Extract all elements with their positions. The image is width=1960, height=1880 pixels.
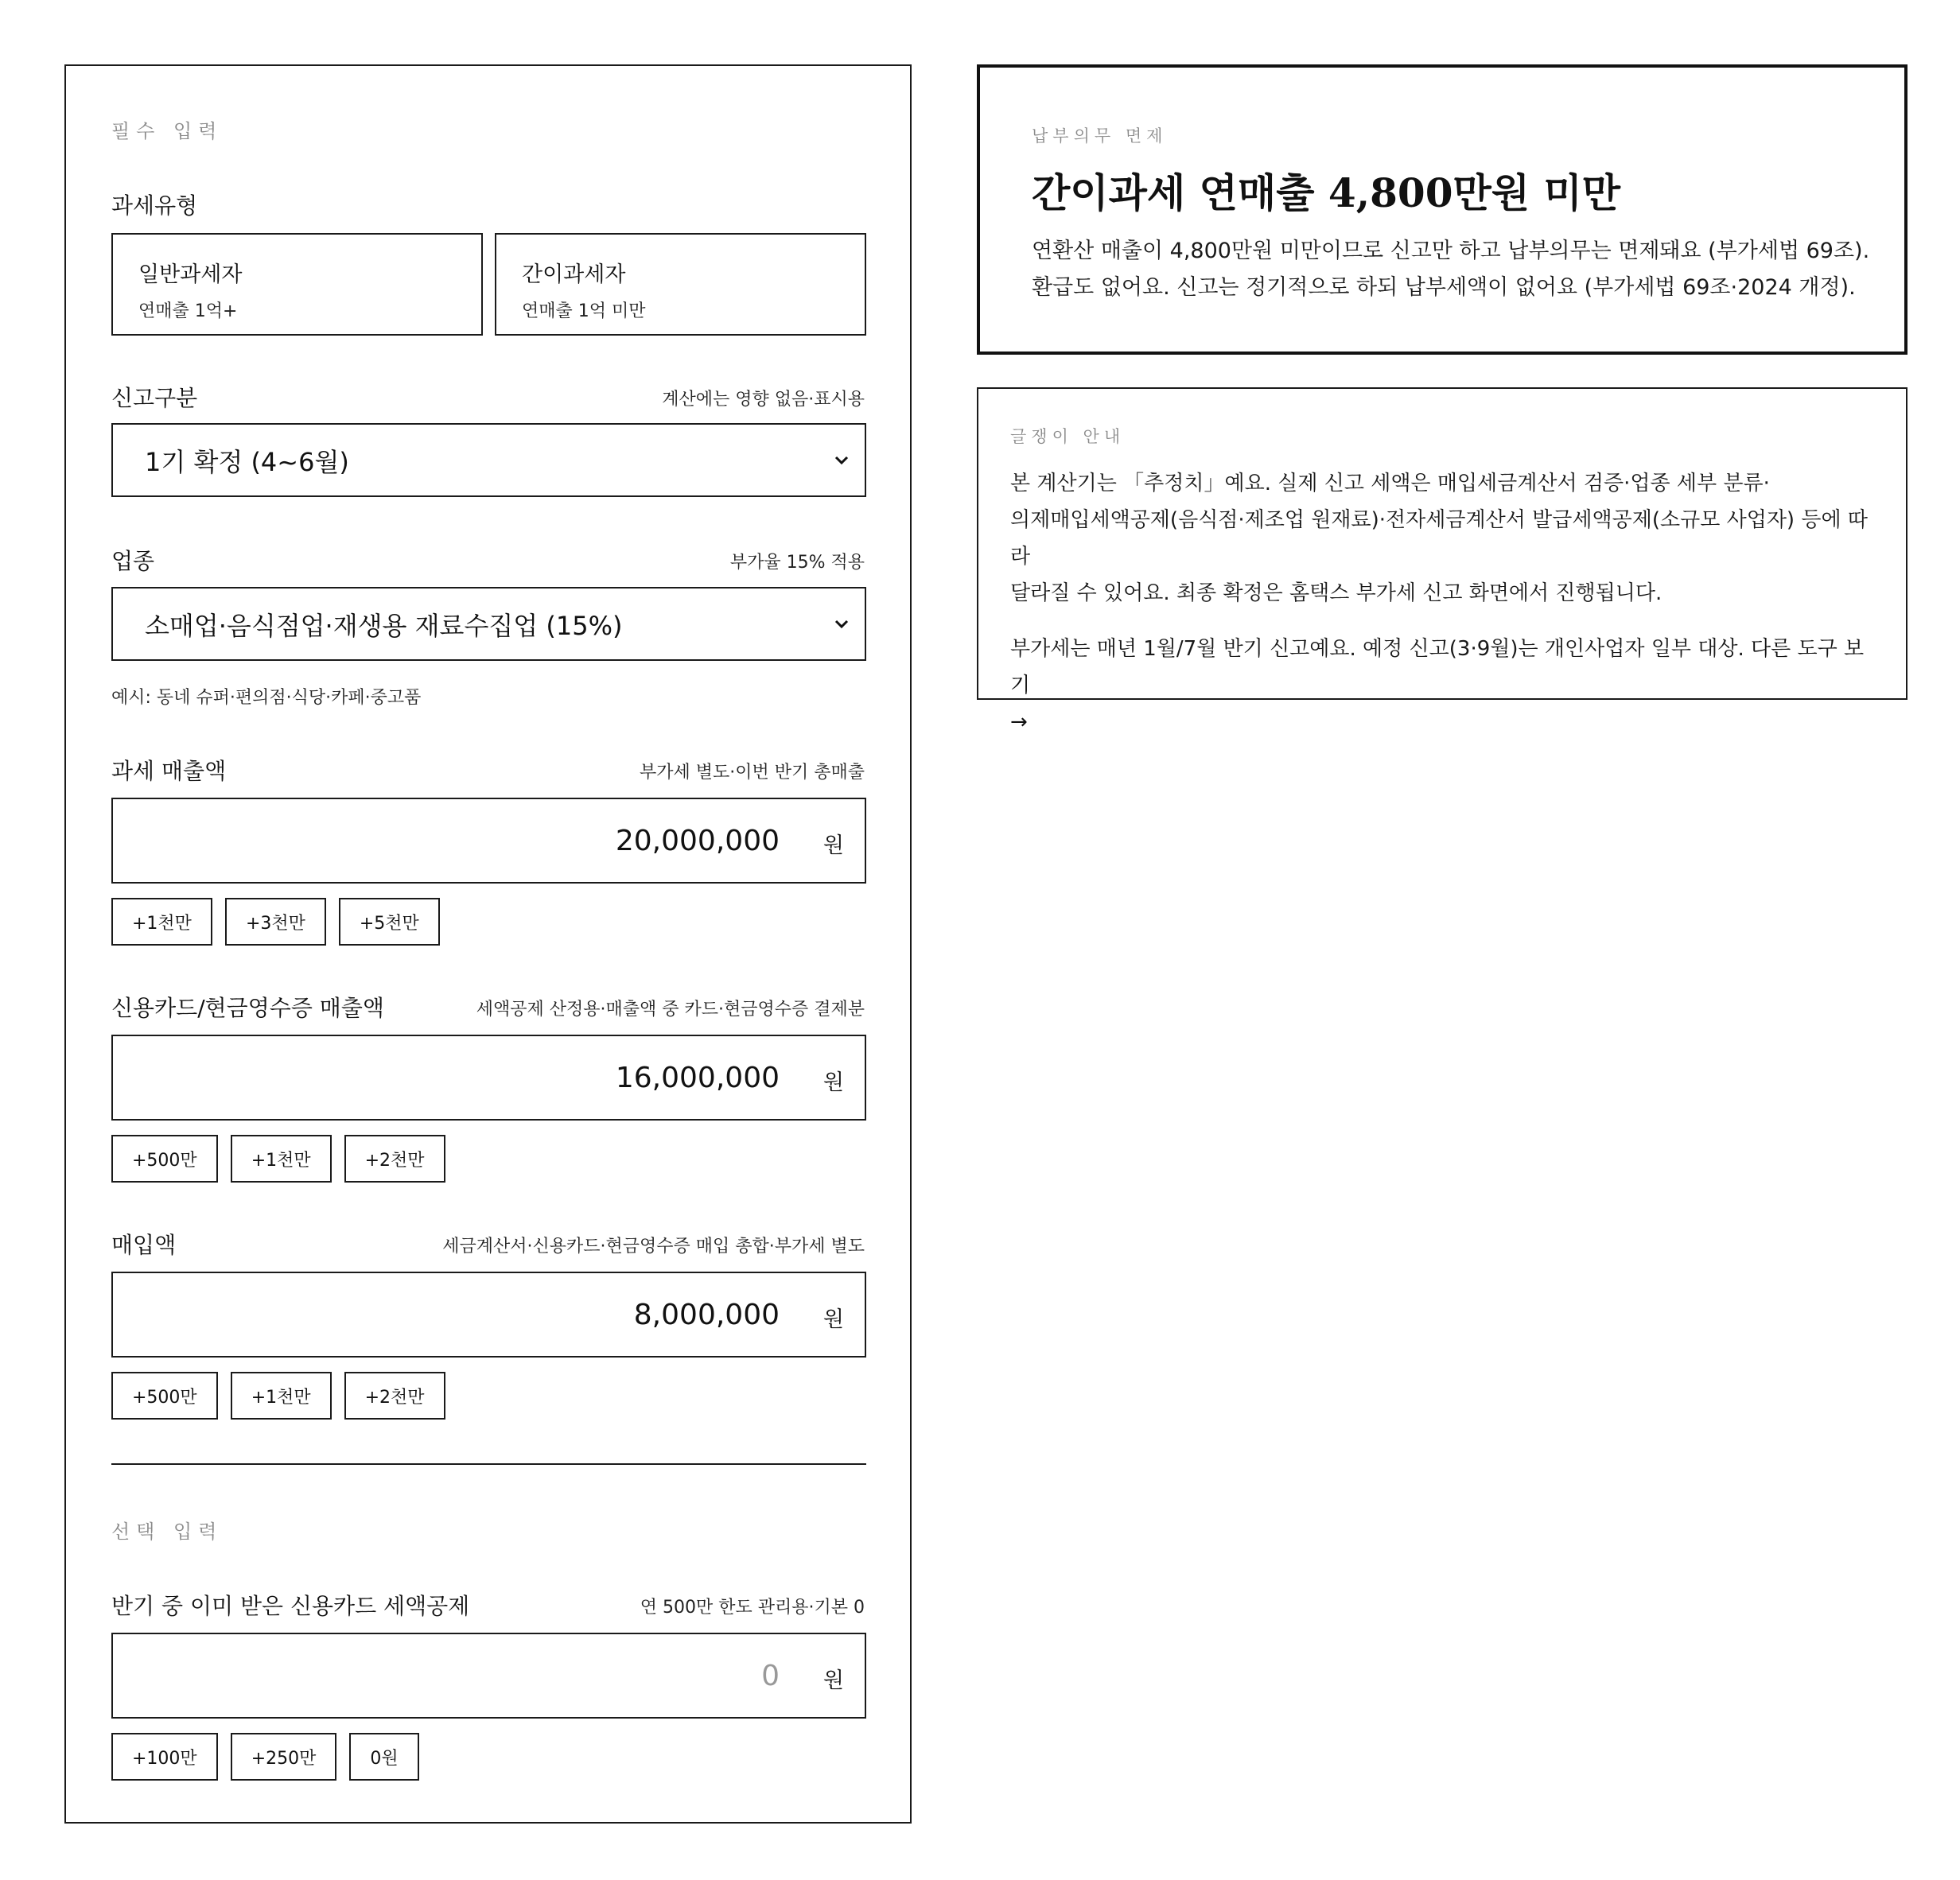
industry-hint: 부가율 15% 적용 <box>729 553 865 573</box>
quick-add-button[interactable]: +500만 <box>111 1135 218 1183</box>
result-description-line: 환급도 없어요. 신고는 정기적으로 하되 납부세액이 없어요 (부가세법 69조·2024 개정). <box>1032 275 1856 300</box>
quick-add-button[interactable]: +2천만 <box>344 1372 445 1420</box>
taxable-sales-hint: 부가세 별도·이번 반기 총매출 <box>640 763 865 783</box>
taxable-sales-quick-add <box>111 898 440 946</box>
tax-type-label: 과세유형 <box>111 192 198 219</box>
card-credit-used-value: 0 <box>761 1660 780 1692</box>
filing-hint: 계산에는 영향 없음·표시용 <box>662 390 865 410</box>
purchases-label: 매입액 <box>111 1232 177 1258</box>
quick-add-button[interactable]: +500만 <box>111 1372 218 1420</box>
quick-add-button[interactable]: +3천만 <box>225 898 326 946</box>
card-sales-input[interactable] <box>111 1035 866 1121</box>
other-tools-link[interactable]: 다른 도구 보기 <box>1010 637 1865 697</box>
tax-type-option-title: 간이과세자 <box>522 262 626 287</box>
tax-type-option-simplified[interactable] <box>495 233 866 336</box>
tax-type-option-title: 일반과세자 <box>138 262 243 287</box>
section-divider <box>111 1463 866 1465</box>
optional-section-title: 선택 입력 <box>111 1521 224 1543</box>
card-credit-used-label: 반기 중 이미 받은 신용카드 세액공제 <box>111 1593 470 1619</box>
taxable-sales-label: 과세 매출액 <box>111 758 227 784</box>
quick-add-button[interactable]: +100만 <box>111 1733 218 1781</box>
notice-schedule-text: 부가세는 매년 1월/7월 반기 신고예요. 예정 신고(3·9월)는 개인사업자 일부 대상. <box>1010 637 1752 661</box>
filing-select[interactable] <box>111 423 866 497</box>
result-eyebrow: 납부의무 면제 <box>1032 126 1168 146</box>
card-sales-label: 신용카드/현금영수증 매출액 <box>111 995 384 1021</box>
tax-type-option-subtitle: 연매출 1억 미만 <box>522 301 646 321</box>
result-headline: 간이과세 연매출 4,800만원 미만 <box>1032 169 1621 216</box>
result-panel <box>977 64 1908 355</box>
quick-add-button[interactable]: +5천만 <box>339 898 440 946</box>
chevron-down-icon <box>830 449 854 472</box>
card-credit-quick-add <box>111 1733 419 1781</box>
card-sales-value: 16,000,000 <box>615 1062 780 1094</box>
quick-add-button[interactable]: +1천만 <box>231 1135 332 1183</box>
industry-example: 예시: 동네 슈퍼·편의점·식당·카페·중고품 <box>111 688 422 708</box>
tax-type-option-subtitle: 연매출 1억+ <box>138 301 238 321</box>
notice-line: 의제매입세액공제(음식점·제조업 원재료)·전자세금계산서 발급세액공제(소규모 사업자) 등에 따라 <box>1010 508 1868 569</box>
notice-line: 달라질 수 있어요. 최종 확정은 홈택스 부가세 신고 화면에서 진행됩니다. <box>1010 581 1662 605</box>
calculator-form-panel <box>64 64 912 1824</box>
chevron-down-icon <box>830 612 854 636</box>
arrow-right-icon[interactable]: → <box>1010 710 1028 734</box>
reset-zero-button[interactable]: 0원 <box>349 1733 418 1781</box>
taxable-sales-value: 20,000,000 <box>615 825 780 857</box>
card-credit-used-input[interactable] <box>111 1633 866 1719</box>
purchases-hint: 세금계산서·신용카드·현금영수증 매입 총합·부가세 별도 <box>442 1237 865 1257</box>
currency-unit: 원 <box>822 1070 844 1095</box>
purchases-quick-add <box>111 1372 445 1420</box>
filing-label: 신고구분 <box>111 385 198 411</box>
purchases-value: 8,000,000 <box>633 1299 780 1331</box>
card-credit-used-hint: 연 500만 한도 관리용·기본 0 <box>640 1598 865 1618</box>
notice-eyebrow: 글쟁이 안내 <box>1010 427 1126 446</box>
purchases-input[interactable] <box>111 1272 866 1358</box>
quick-add-button[interactable]: +2천만 <box>344 1135 445 1183</box>
result-description <box>1032 233 1904 306</box>
currency-unit: 원 <box>822 1668 844 1693</box>
quick-add-button[interactable]: +250만 <box>231 1733 337 1781</box>
industry-selected-value: 소매업·음식점업·재생용 재료수집업 (15%) <box>145 610 623 641</box>
quick-add-button[interactable]: +1천만 <box>111 898 212 946</box>
tax-type-option-general[interactable] <box>111 233 483 336</box>
industry-label: 업종 <box>111 548 155 574</box>
currency-unit: 원 <box>822 1307 844 1332</box>
currency-unit: 원 <box>822 833 844 858</box>
notice-line: 본 계산기는 「추정치」예요. 실제 신고 세액은 매입세금계산서 검증·업종 세부 분류· <box>1010 472 1770 495</box>
card-sales-hint: 세액공제 산정용·매출액 중 카드·현금영수증 결제분 <box>476 1000 865 1020</box>
filing-selected-value: 1기 확정 (4~6월) <box>145 446 349 477</box>
notice-panel <box>977 387 1908 734</box>
required-section-title: 필수 입력 <box>111 120 224 142</box>
notice-paragraph-schedule <box>1010 631 1874 740</box>
taxable-sales-input[interactable] <box>111 798 866 884</box>
quick-add-button[interactable]: +1천만 <box>231 1372 332 1420</box>
card-sales-quick-add <box>111 1135 445 1183</box>
result-description-line: 연환산 매출이 4,800만원 미만이므로 신고만 하고 납부의무는 면제돼요 (부가세법 69조). <box>1032 239 1870 263</box>
industry-select[interactable] <box>111 587 866 661</box>
notice-paragraph <box>1010 465 1874 612</box>
